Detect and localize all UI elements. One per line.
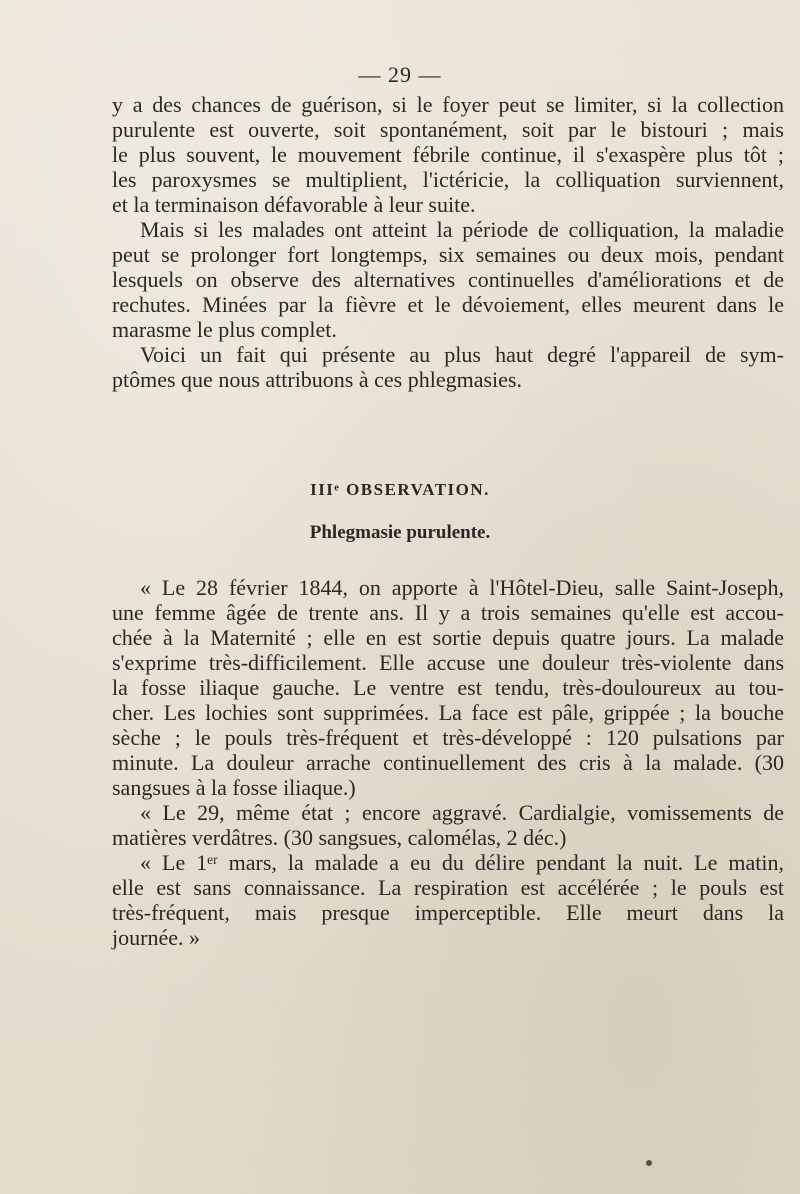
- text-line: lesquels on observe des alternatives continuelles d'améliorations et de: [112, 267, 784, 292]
- text-line: minute. La douleur arrache continuellement des cris à la malade. (30: [112, 750, 784, 775]
- text-line: marasme le plus complet.: [112, 317, 337, 342]
- text-line: Voici un fait qui présente au plus haut degré l'appareil de sym-: [140, 342, 784, 367]
- text-line: la fosse iliaque gauche. Le ventre est tendu, très-douloureux au tou-: [112, 675, 784, 700]
- text-line: Mais si les malades ont atteint la période de colliquation, la maladie: [140, 217, 784, 242]
- text-line: le plus souvent, le mouvement fébrile continue, il s'exaspère plus tôt ;: [112, 142, 784, 167]
- text-line: y a des chances de guérison, si le foyer peut se limiter, si la collection: [112, 92, 784, 117]
- text-line: « Le 1ᵉʳ mars, la malade a eu du délire pendant la nuit. Le matin,: [140, 850, 784, 875]
- text-line: elle est sans connaissance. La respiration est accélérée ; le pouls est: [112, 875, 784, 900]
- text-line: cher. Les lochies sont supprimées. La face est pâle, grippée ; la bouche: [112, 700, 784, 725]
- observation-text: [112, 575, 784, 950]
- text-line: ptômes que nous attribuons à ces phlegmasies.: [112, 367, 522, 392]
- text-line: sangsues à la fosse iliaque.): [112, 775, 356, 800]
- intro-text: [112, 92, 784, 392]
- text-line: chée à la Maternité ; elle en est sortie depuis quatre jours. La malade: [112, 625, 784, 650]
- text-line: journée. »: [112, 925, 200, 950]
- text-line: purulente est ouverte, soit spontanément, soit par le bistouri ; mais: [112, 117, 784, 142]
- text-line: « Le 28 février 1844, on apporte à l'Hôtel-Dieu, salle Saint-Joseph,: [140, 575, 784, 600]
- text-line: les paroxysmes se multiplient, l'ictéricie, la colliquation surviennent,: [112, 167, 784, 192]
- text-line: une femme âgée de trente ans. Il y a trois semaines qu'elle est accou-: [112, 600, 784, 625]
- text-line: s'exprime très-difficilement. Elle accuse une douleur très-violente dans: [112, 650, 784, 675]
- text-line: sèche ; le pouls très-fréquent et très-développé : 120 pulsations par: [112, 725, 784, 750]
- text-line: peut se prolonger fort longtemps, six semaines ou deux mois, pendant: [112, 242, 784, 267]
- page-number: — 29 —: [358, 62, 442, 87]
- observation-heading: IIIᵉ OBSERVATION.: [310, 480, 490, 499]
- text-line: « Le 29, même état ; encore aggravé. Cardialgie, vomissements de: [140, 800, 784, 825]
- text-line: très-fréquent, mais presque imperceptible. Elle meurt dans la: [112, 900, 784, 925]
- text-line: et la terminaison défavorable à leur suite.: [112, 192, 476, 217]
- text-line: rechutes. Minées par la fièvre et le dévoiement, elles meurent dans le: [112, 292, 784, 317]
- text-line: matières verdâtres. (30 sangsues, calomélas, 2 déc.): [112, 825, 567, 850]
- observation-subheading: Phlegmasie purulente.: [309, 522, 491, 543]
- ink-spot: [646, 1160, 652, 1166]
